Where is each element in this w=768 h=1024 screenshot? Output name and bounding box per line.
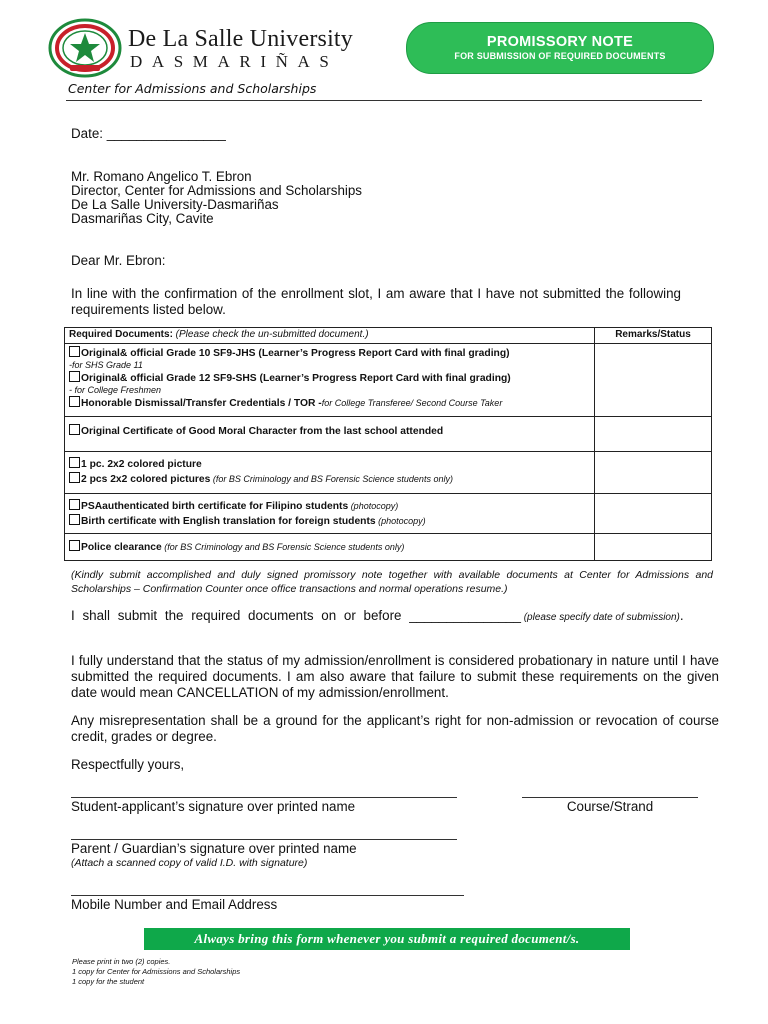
checklist-item[interactable]: Original& official Grade 12 SF9-SHS (Learner’s Progress Report Card with final grading)	[69, 371, 590, 385]
document-cell	[65, 494, 595, 534]
remarks-cell[interactable]	[595, 344, 712, 417]
header-divider	[66, 100, 702, 101]
addressee-line: Director, Center for Admissions and Scholarships	[71, 183, 363, 198]
checkbox[interactable]	[69, 424, 80, 435]
student-signature-label: Student-applicant’s signature over printed name	[71, 799, 356, 814]
checklist-item[interactable]: Police clearance (for BS Criminology and BS Forensic Science students only)	[69, 540, 590, 554]
submission-date-statement	[71, 607, 713, 626]
document-cell	[65, 534, 595, 561]
remarks-cell[interactable]	[595, 494, 712, 534]
checklist-item[interactable]: 1 pc. 2x2 colored picture	[69, 457, 590, 472]
center-name: Center for Admissions and Scholarships	[68, 81, 317, 96]
print-note: 1 copy for the student	[72, 977, 145, 986]
document-cell	[65, 417, 595, 452]
document-cell	[65, 452, 595, 494]
table-row	[65, 344, 712, 417]
understanding-paragraph: I fully understand that the status of my admission/enrollment is considered probationary in nature until I have submitted the required documents. I am also aware that failure to submit these requirements on the given date would mean CANCELLATION of my admission/enrollment.	[71, 653, 719, 700]
form-title-badge	[406, 22, 714, 74]
item-note: - for College Freshmen	[69, 385, 162, 395]
checkbox[interactable]	[69, 346, 80, 357]
university-seal-icon	[48, 18, 122, 78]
period: .	[679, 608, 684, 623]
checklist-item[interactable]: Original& official Grade 10 SF9-JHS (Learner’s Progress Report Card with final grading)	[69, 346, 590, 360]
document-cell	[65, 344, 595, 417]
submission-date-field[interactable]: I shall submit the required documents on or before _______________	[71, 608, 521, 623]
closing: Respectfully yours,	[71, 757, 185, 772]
submission-instructions: (Kindly submit accomplished and duly signed promissory note together with available documents at Center for Admissions and Scholarships – Confirmation Counter once office transactions and normal operations resume.)	[71, 569, 713, 595]
checkbox[interactable]	[69, 396, 80, 407]
addressee-line: De La Salle University-Dasmariñas	[71, 197, 279, 212]
table-row	[65, 417, 712, 452]
remarks-cell[interactable]	[595, 417, 712, 452]
checklist-item[interactable]: PSAauthenticated birth certificate for Filipino students (photocopy)	[69, 499, 590, 514]
table-row	[65, 534, 712, 561]
addressee-block	[71, 170, 362, 226]
intro-paragraph: In line with the confirmation of the enrollment slot, I am aware that I have not submitted the following requirements listed below.	[71, 286, 681, 317]
addressee-line: Mr. Romano Angelico T. Ebron	[71, 169, 252, 184]
checkbox[interactable]	[69, 457, 80, 468]
university-campus: DASMARIÑAS	[130, 52, 339, 71]
checklist-item[interactable]: Birth certificate with English translation for foreign students (photocopy)	[69, 514, 590, 529]
course-strand-line[interactable]	[522, 797, 698, 798]
parent-signature-label: Parent / Guardian’s signature over printed name	[71, 841, 357, 856]
checklist-item[interactable]: Original Certificate of Good Moral Character from the last school attended	[69, 424, 590, 438]
checkbox[interactable]	[69, 514, 80, 525]
checkbox[interactable]	[69, 540, 80, 551]
table-row	[65, 452, 712, 494]
misrepresentation-paragraph: Any misrepresentation shall be a ground for the applicant’s right for non-admission or revocation of course credit, grades or degree.	[71, 713, 719, 744]
student-signature-line[interactable]	[71, 797, 457, 798]
print-note: Please print in two (2) copies.	[72, 957, 171, 966]
parent-id-note: (Attach a scanned copy of valid I.D. with signature)	[71, 857, 308, 869]
remarks-cell[interactable]	[595, 534, 712, 561]
submission-date-note: (please specify date of submission)	[520, 612, 680, 623]
course-strand-label: Course/Strand	[566, 799, 654, 814]
form-subtitle: FOR SUBMISSION OF REQUIRED DOCUMENTS	[454, 51, 666, 61]
item-note: -for SHS Grade 11	[69, 360, 143, 370]
mobile-email-label: Mobile Number and Email Address	[71, 897, 278, 912]
table-header-row	[65, 328, 712, 344]
university-name: De La Salle University	[128, 26, 354, 52]
reminder-banner: Always bring this form whenever you submit a required document/s.	[144, 928, 630, 950]
checkbox[interactable]	[69, 499, 80, 510]
salutation: Dear Mr. Ebron:	[71, 253, 166, 268]
checklist-item[interactable]: 2 pcs 2x2 colored pictures (for BS Criminology and BS Forensic Science students only)	[69, 472, 590, 487]
requirements-table	[64, 327, 712, 561]
form-title: PROMISSORY NOTE	[486, 34, 634, 50]
parent-signature-line[interactable]	[71, 839, 457, 840]
checkbox[interactable]	[69, 472, 80, 483]
addressee-line: Dasmariñas City, Cavite	[71, 211, 214, 226]
remarks-cell[interactable]	[595, 452, 712, 494]
checklist-item[interactable]: Honorable Dismissal/Transfer Credentials / TOR -for College Transferee/ Second Course Taker	[69, 396, 590, 410]
mobile-email-line[interactable]	[71, 895, 464, 896]
print-note: 1 copy for Center for Admissions and Scholarships	[72, 967, 241, 976]
checkbox[interactable]	[69, 371, 80, 382]
table-row	[65, 494, 712, 534]
date-field[interactable]: Date: ________________	[71, 126, 226, 141]
required-documents-header: Required Documents: (Please check the un-submitted document.)	[65, 328, 595, 344]
remarks-header: Remarks/Status	[595, 328, 712, 344]
